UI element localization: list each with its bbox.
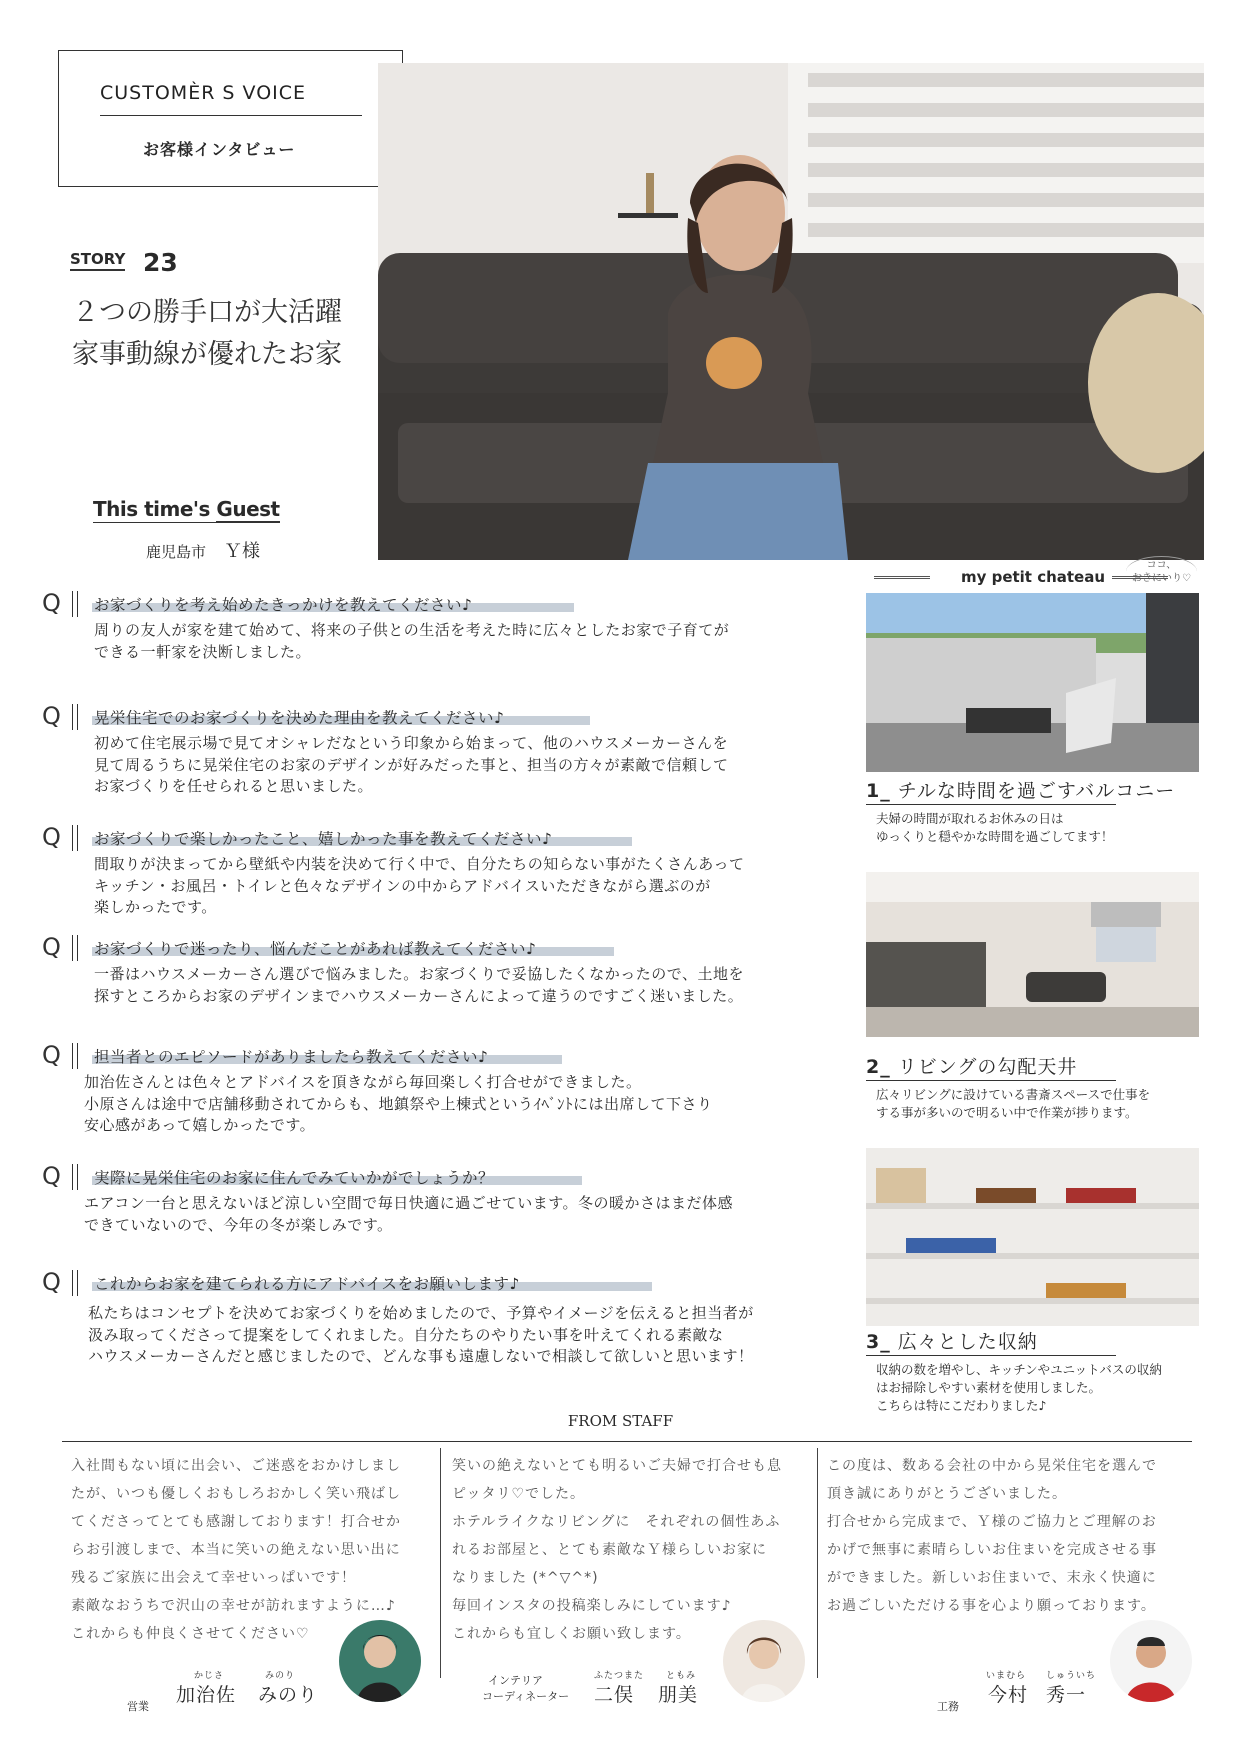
answer: 加治佐さんとは色々とアドバイスを頂きながら毎回楽しく打合せができました。 小原さんは途中で店舗移動されてからも、地鎮祭や上棟式というｲﾍﾞﾝﾄには出席して下さり 安心感があって嬉しかったです。 — [84, 1073, 713, 1134]
side-description: 夫婦の時間が取れるお休みの日は ゆっくりと穏やかな時間を過ごしてます！ — [876, 811, 1114, 844]
guest-heading — [93, 497, 280, 521]
guest-name-line — [146, 537, 260, 563]
answer: 周りの友人が家を建て始めて、将来の子供との生活を考えた時に広々としたお家で子育てが できる一軒家を決断しました。 — [94, 621, 730, 661]
staff-role: 工務 — [937, 1700, 959, 1713]
staff-avatar — [1110, 1620, 1192, 1702]
header-title: CUSTOMÈR S VOICE — [100, 82, 307, 104]
staff-given-name: 秀一 — [1046, 1684, 1087, 1706]
staff-role-line-1: インテリア — [488, 1674, 543, 1687]
staff-message: 入社間もない頃に出会い、ご迷惑をおかけしまし たが、いつも優しくおもしろおかしく笑い飛ばし てくださってとても感謝しております！打合せか らお引渡しまで、本当に笑いの絶えない思い出に 残るご家族に出会えて幸せいっぱいです！ 素敵なおうちで沢山の幸せが訪れますように…♪ これからも仲良くさせてください♡ — [71, 1458, 401, 1642]
side-rule — [866, 1355, 1116, 1356]
story-label: STORY — [70, 250, 125, 271]
side-caption — [866, 1327, 1038, 1354]
question: お家づくりで迷ったり、悩んだことがあれば教えてください♪ — [94, 940, 537, 958]
side-caption-number: 1_ — [866, 780, 891, 802]
living-photo — [866, 872, 1199, 1037]
q-bar-icon — [72, 1043, 78, 1069]
guest-prefix: This time's — [93, 497, 210, 521]
staff-role-line-2: コーディネーター — [482, 1690, 570, 1703]
storage-photo — [866, 1148, 1199, 1326]
side-caption-title: リビングの勾配天井 — [897, 1056, 1078, 1078]
guest-city: 鹿児島市 — [146, 543, 207, 561]
side-description: 収納の数を増やし、キッチンやユニットバスの収納 はお掃除しやすい素材を使用しました。 こちらは特にこだわりました♪ — [876, 1362, 1162, 1413]
q-icon: Q — [42, 823, 61, 851]
staff-message: この度は、数ある会社の中から晃栄住宅を選んで 頂き誠にありがとうございました。 打合せから完成まで、Ｙ様のご協力とご理解のお かげで無事に素晴らしいお住まいを完成させる事 ができました。新しいお住まいで、末永く快適に お過ごしいただける事を心より願っております。 — [827, 1458, 1157, 1614]
q-icon: Q — [42, 702, 61, 730]
q-icon: Q — [42, 933, 61, 961]
staff-ruby-family: いまむら — [986, 1671, 1027, 1681]
q-icon: Q — [42, 1041, 61, 1069]
staff-ruby-given: みのり — [265, 1671, 296, 1681]
staff-column-divider — [817, 1448, 818, 1678]
answer: 間取りが決まってから壁紙や内装を決めて行く中で、自分たちの知らない事がたくさんあって キッチン・お風呂・トイレと色々なデザインの中からアドバイスいただきながら選ぶのが 楽しかったです。 — [94, 855, 745, 916]
q-bar-icon — [72, 591, 78, 617]
side-heading-text: my petit chateau — [960, 568, 1106, 586]
question: お家づくりで楽しかったこと、嬉しかった事を教えてください♪ — [94, 830, 553, 848]
side-rule — [866, 804, 1116, 805]
story-number: 23 — [143, 248, 178, 277]
answer: エアコン一台と思えないほど涼しい空間で毎日快適に過ごせています。冬の暖かさはまだ体感 できていないので、今年の冬が楽しみです。 — [84, 1194, 734, 1234]
staff-ruby-given: ともみ — [666, 1671, 697, 1681]
side-rule — [866, 1080, 1116, 1081]
header-box — [58, 50, 403, 187]
staff-given-name: 朋美 — [658, 1684, 699, 1706]
catch-line-1: ２つの勝手口が大活躍 — [72, 297, 342, 328]
guest-name: Ｙ様 — [224, 541, 261, 562]
header-subtitle: お客様インタビュー — [143, 140, 296, 159]
answer: 私たちはコンセプトを決めてお家づくりを始めましたので、予算やイメージを伝えると担当者が 汲み取ってくださって提案をしてくれました。自分たちのやりたい事を叶えてくれる素敵な ハウスメーカーさんだと感じましたので、どんな事も遠慮しないで相談して欲しいと思います！ — [88, 1304, 754, 1365]
guest-divider — [93, 522, 263, 523]
q-bar-icon — [72, 1270, 78, 1296]
balcony-photo — [866, 593, 1199, 772]
side-note: ココ、 おきにいり♡ — [1126, 556, 1197, 587]
q-bar-icon — [72, 1164, 78, 1190]
side-description: 広々リビングに設けている書斎スペースで仕事を する事が多いので明るい中で作業が捗ります。 — [876, 1087, 1151, 1120]
side-caption-title: チルな時間を過ごすバルコニー — [897, 780, 1176, 802]
catch-copy — [72, 292, 342, 376]
question: お家づくりを考え始めたきっかけを教えてください♪ — [94, 596, 473, 614]
staff-title: FROM STAFF — [567, 1412, 674, 1430]
staff-message: 笑いの絶えないとても明るいご夫婦で打合せも息 ピッタリ♡でした。 ホテルライクなリビングに それぞれの個性あふ れるお部屋と、とても素敵なＹ様らしいお家に なりました (*^▽^*) 毎回インスタの投稿楽しみにしています♪ これからも宜しくお願い致します。 — [452, 1458, 782, 1642]
q-icon: Q — [42, 1268, 61, 1296]
staff-given-name: みのり — [258, 1684, 319, 1706]
staff-divider — [62, 1441, 1192, 1442]
side-caption — [866, 1052, 1077, 1079]
answer: 初めて住宅展示場で見てオシャレだなという印象から始まって、他のハウスメーカーさんを 見て周るうちに晃栄住宅のお家のデザインが好みだった事と、担当の方々が素敵で信頼して お家づくりを任せられると思いました。 — [94, 734, 729, 795]
staff-avatar — [723, 1620, 805, 1702]
hero-photo — [378, 63, 1204, 560]
q-icon: Q — [42, 1162, 61, 1190]
question: 担当者とのエピソードがありましたら教えてください♪ — [94, 1048, 489, 1066]
side-caption — [866, 776, 1175, 803]
q-icon: Q — [42, 589, 61, 617]
guest-word: Guest — [216, 497, 280, 521]
staff-ruby-given: しゅういち — [1046, 1671, 1097, 1681]
side-caption-number: 2_ — [866, 1056, 891, 1078]
staff-family-name: 加治佐 — [176, 1684, 237, 1706]
question: 晃栄住宅でのお家づくりを決めた理由を教えてください♪ — [94, 709, 505, 727]
catch-line-2: 家事動線が優れたお家 — [72, 339, 342, 370]
question: 実際に晃栄住宅のお家に住んでみていかがでしょうか？ — [94, 1169, 495, 1187]
staff-family-name: 今村 — [988, 1684, 1029, 1706]
q-bar-icon — [72, 935, 78, 961]
staff-avatar — [339, 1620, 421, 1702]
answer: 一番はハウスメーカーさん選びで悩みました。お家づくりで妥協したくなかったので、土地を 探すところからお家のデザインまでハウスメーカーさんによって違うのですごく迷いました。 — [94, 965, 744, 1005]
staff-role: 営業 — [127, 1700, 149, 1713]
staff-column-divider — [440, 1448, 441, 1678]
header-divider — [100, 115, 362, 116]
staff-ruby-family: ふたつまた — [594, 1671, 645, 1681]
heading-rule-left — [874, 576, 930, 579]
question: これからお家を建てられる方にアドバイスをお願いします♪ — [94, 1275, 520, 1293]
staff-family-name: 二俣 — [594, 1684, 635, 1706]
q-bar-icon — [72, 825, 78, 851]
side-caption-number: 3_ — [866, 1331, 891, 1353]
side-caption-title: 広々とした収納 — [897, 1331, 1038, 1353]
staff-ruby-family: かじさ — [194, 1671, 225, 1681]
q-bar-icon — [72, 704, 78, 730]
